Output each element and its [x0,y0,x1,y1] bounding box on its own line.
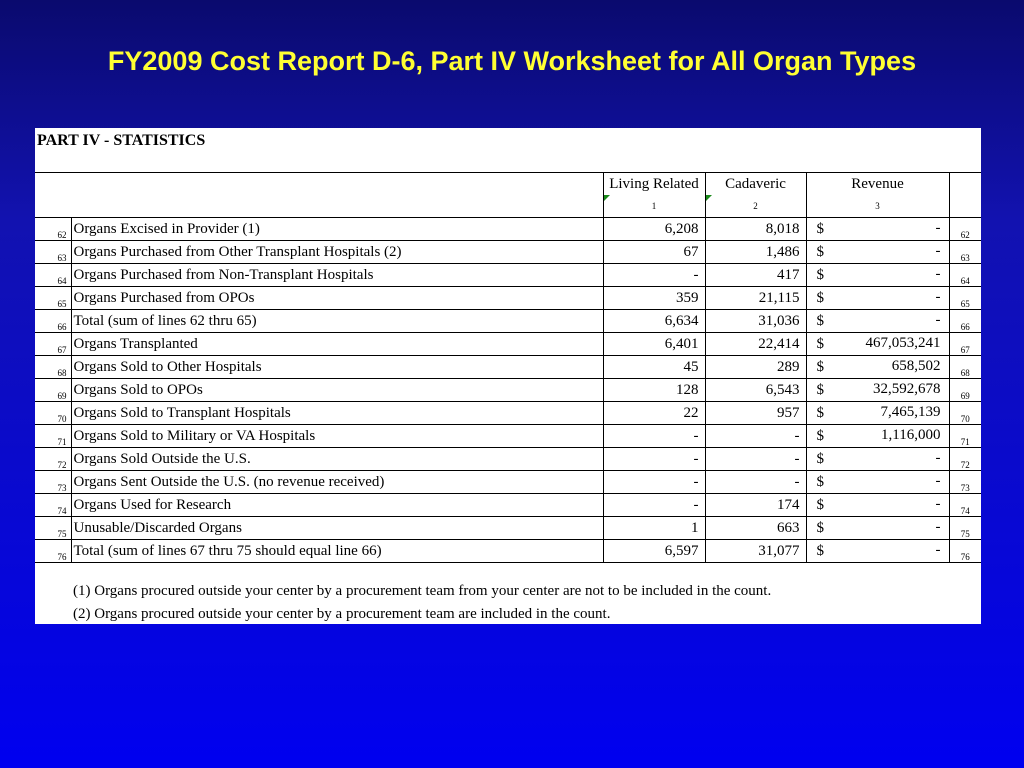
cadaveric-value: 1,486 [705,241,806,264]
line-number: 64 [35,264,71,287]
line-number-right: 70 [949,402,981,425]
table-row [35,241,981,264]
col-header-living-related: Living Related [603,173,705,196]
table-row [35,540,981,563]
cadaveric-value: 289 [705,356,806,379]
line-number-right: 69 [949,379,981,402]
revenue-value: 467,053,241 [865,335,941,351]
line-number: 63 [35,241,71,264]
living-related-value: - [603,448,705,471]
footnote-1: (1) Organs procured outside your center by a procurement team from your center are not to be included in the count. [73,583,772,599]
revenue-value: 7,465,139 [880,404,941,420]
cadaveric-value: - [705,448,806,471]
living-related-value: 45 [603,356,705,379]
line-number: 70 [35,402,71,425]
cadaveric-value: 6,543 [705,379,806,402]
revenue-cell [806,540,949,563]
row-description: Organs Sold to Military or VA Hospitals [71,425,603,448]
table-row [35,218,981,241]
living-related-value: - [603,471,705,494]
line-number: 73 [35,471,71,494]
revenue-cell [806,379,949,402]
revenue-cell [806,310,949,333]
revenue-value: - [935,542,941,558]
col-header-cadaveric: Cadaveric [705,173,806,196]
cadaveric-value: 31,036 [705,310,806,333]
row-description: Organs Sold Outside the U.S. [71,448,603,471]
revenue-cell [806,494,949,517]
revenue-value: - [935,450,941,466]
cadaveric-value: 174 [705,494,806,517]
living-related-value: 128 [603,379,705,402]
cadaveric-value: - [705,425,806,448]
line-number: 71 [35,425,71,448]
revenue-cell [806,356,949,379]
revenue-value: - [935,473,941,489]
revenue-cell [806,264,949,287]
line-number-right: 66 [949,310,981,333]
line-number: 74 [35,494,71,517]
living-related-value: - [603,425,705,448]
row-description: Organs Purchased from Other Transplant Hospitals (2) [71,241,603,264]
part-title: PART IV - STATISTICS [37,132,206,149]
currency-symbol: $ [816,427,824,444]
revenue-cell [806,517,949,540]
currency-symbol: $ [816,243,824,260]
living-related-value: - [603,494,705,517]
footnotes [73,580,771,626]
table-row [35,425,981,448]
living-related-value: 67 [603,241,705,264]
currency-symbol: $ [816,519,824,536]
footnote-2: (2) Organs procured outside your center by a procurement team are included in the count. [73,606,611,622]
slide-title: FY2009 Cost Report D-6, Part IV Worksheet for All Organ Types [107,46,917,76]
cadaveric-value: 22,414 [705,333,806,356]
currency-symbol: $ [816,450,824,467]
table-row [35,471,981,494]
line-number-right: 63 [949,241,981,264]
currency-symbol: $ [816,266,824,283]
statistics-table [35,172,981,563]
currency-symbol: $ [816,542,824,559]
revenue-value: 32,592,678 [873,381,941,397]
cadaveric-value: - [705,471,806,494]
revenue-value: - [935,289,941,305]
line-number: 75 [35,517,71,540]
currency-symbol: $ [816,335,824,352]
line-number: 66 [35,310,71,333]
revenue-cell [806,448,949,471]
table-row [35,333,981,356]
line-number-right: 73 [949,471,981,494]
table-row [35,264,981,287]
currency-symbol: $ [816,404,824,421]
line-number: 76 [35,540,71,563]
table-row [35,356,981,379]
table-row [35,517,981,540]
currency-symbol: $ [816,473,824,490]
revenue-cell [806,425,949,448]
table-row [35,494,981,517]
row-description: Organs Transplanted [71,333,603,356]
table-row [35,287,981,310]
column-number-row [35,195,981,218]
cadaveric-value: 21,115 [705,287,806,310]
living-related-value: - [603,264,705,287]
living-related-value: 6,597 [603,540,705,563]
revenue-value: - [935,220,941,236]
row-description: Organs Sold to Other Hospitals [71,356,603,379]
revenue-value: - [935,266,941,282]
col-number-1: 1 [603,195,705,218]
statistics-worksheet [35,128,981,624]
revenue-cell [806,333,949,356]
cadaveric-value: 663 [705,517,806,540]
line-number-right: 67 [949,333,981,356]
cadaveric-value: 8,018 [705,218,806,241]
table-row [35,402,981,425]
row-description: Organs Sold to OPOs [71,379,603,402]
cadaveric-value: 957 [705,402,806,425]
revenue-cell [806,218,949,241]
revenue-value: - [935,496,941,512]
currency-symbol: $ [816,220,824,237]
col-number-3: 3 [806,195,949,218]
living-related-value: 359 [603,287,705,310]
table-row [35,379,981,402]
row-description: Organs Purchased from Non-Transplant Hospitals [71,264,603,287]
line-number: 72 [35,448,71,471]
revenue-value: - [935,243,941,259]
revenue-cell [806,287,949,310]
line-number-right: 65 [949,287,981,310]
line-number-right: 62 [949,218,981,241]
comment-marker-icon [706,195,712,201]
line-number-right: 74 [949,494,981,517]
currency-symbol: $ [816,381,824,398]
revenue-cell [806,402,949,425]
line-number-right: 68 [949,356,981,379]
living-related-value: 6,401 [603,333,705,356]
revenue-value: - [935,519,941,535]
row-description: Organs Excised in Provider (1) [71,218,603,241]
row-description: Total (sum of lines 67 thru 75 should equal line 66) [71,540,603,563]
line-number-right: 76 [949,540,981,563]
line-number: 68 [35,356,71,379]
column-header-row [35,173,981,196]
line-number-right: 71 [949,425,981,448]
row-description: Organs Sent Outside the U.S. (no revenue received) [71,471,603,494]
currency-symbol: $ [816,496,824,513]
currency-symbol: $ [816,289,824,306]
line-number: 65 [35,287,71,310]
row-description: Organs Purchased from OPOs [71,287,603,310]
currency-symbol: $ [816,358,824,375]
line-number: 69 [35,379,71,402]
revenue-value: - [935,312,941,328]
living-related-value: 22 [603,402,705,425]
revenue-value: 1,116,000 [881,427,941,443]
revenue-value: 658,502 [891,358,941,374]
col-header-revenue: Revenue [806,173,949,196]
currency-symbol: $ [816,312,824,329]
table-row [35,448,981,471]
revenue-cell [806,241,949,264]
row-description: Organs Sold to Transplant Hospitals [71,402,603,425]
living-related-value: 1 [603,517,705,540]
row-description: Total (sum of lines 62 thru 65) [71,310,603,333]
line-number-right: 75 [949,517,981,540]
row-description: Unusable/Discarded Organs [71,517,603,540]
line-number: 62 [35,218,71,241]
cadaveric-value: 417 [705,264,806,287]
table-row [35,310,981,333]
living-related-value: 6,208 [603,218,705,241]
cadaveric-value: 31,077 [705,540,806,563]
line-number-right: 72 [949,448,981,471]
line-number-right: 64 [949,264,981,287]
line-number: 67 [35,333,71,356]
living-related-value: 6,634 [603,310,705,333]
comment-marker-icon [604,195,610,201]
revenue-cell [806,471,949,494]
col-number-2: 2 [705,195,806,218]
row-description: Organs Used for Research [71,494,603,517]
